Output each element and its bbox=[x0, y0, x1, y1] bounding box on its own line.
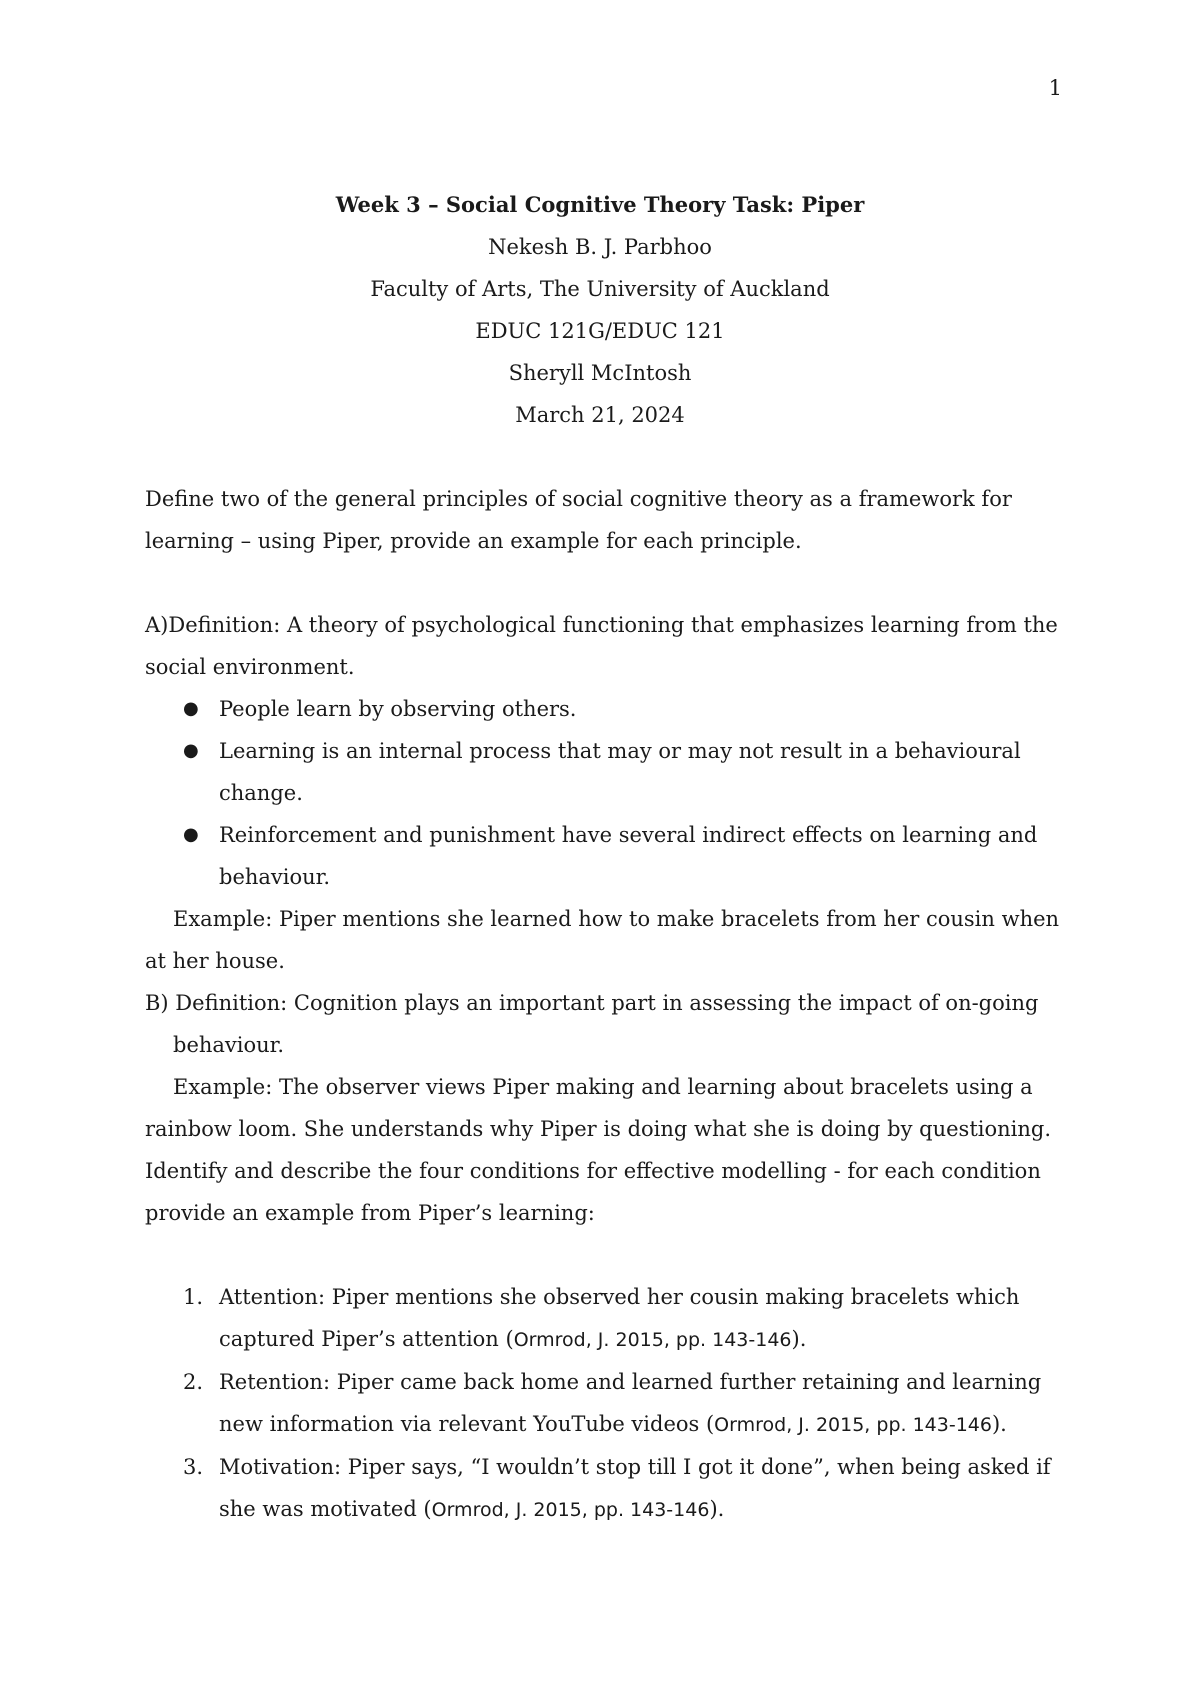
bullet-text: People learn by observing others. bbox=[219, 697, 577, 721]
affiliation: Faculty of Arts, The University of Auckland bbox=[370, 277, 830, 301]
list-item bbox=[145, 688, 1065, 730]
citation: Ormrod, J. 2015, pp. 143-146 bbox=[714, 1414, 992, 1436]
conditions-list bbox=[145, 1276, 1065, 1531]
condition-text: Attention: Piper mentions she observed her cousin making bracelets which captured Piper’s attention ( bbox=[219, 1285, 1020, 1351]
list-item bbox=[145, 1276, 1065, 1361]
list-item bbox=[145, 730, 1065, 814]
bullet-icon: ● bbox=[183, 824, 199, 845]
principle-bullet-list bbox=[145, 688, 1065, 898]
instructor-name: Sheryll McIntosh bbox=[508, 361, 692, 385]
list-number: 2. bbox=[183, 1370, 204, 1394]
principle-a-section bbox=[145, 604, 1065, 1150]
list-item bbox=[145, 1361, 1065, 1446]
bullet-text: Reinforcement and punishment have several indirect effects on learning and behaviour. bbox=[219, 823, 1038, 889]
author-name: Nekesh B. J. Parbhoo bbox=[488, 235, 712, 259]
question-2-prompt: Identify and describe the four conditions for effective modelling - for each condition provide an example from Piper’s learning: bbox=[145, 1159, 1041, 1225]
bullet-text: Learning is an internal process that may or may not result in a behavioural change. bbox=[219, 739, 1021, 805]
principle-b-example: Example: The observer views Piper making and learning about bracelets using a rainbow loom. She understands why Piper is doing what she is doing by questioning. bbox=[145, 1075, 1052, 1141]
question-1-section bbox=[145, 478, 1065, 562]
principle-b-definition: B) Definition: Cognition plays an important part in assessing the impact of on-going behaviour. bbox=[145, 991, 1039, 1057]
condition-end: ). bbox=[709, 1497, 725, 1521]
condition-text: Motivation: Piper says, “I wouldn’t stop till I got it done”, when being asked if she was motivated ( bbox=[219, 1455, 1051, 1521]
question-2-section bbox=[145, 1150, 1065, 1234]
condition-text: Retention: Piper came back home and learned further retaining and learning new information via relevant YouTube videos ( bbox=[219, 1370, 1042, 1436]
principle-a-definition: A)Definition: A theory of psychological functioning that emphasizes learning from the social environment. bbox=[145, 613, 1058, 679]
bullet-icon: ● bbox=[183, 740, 199, 761]
citation: Ormrod, J. 2015, pp. 143-146 bbox=[513, 1329, 792, 1351]
paper-title: Week 3 – Social Cognitive Theory Task: Piper bbox=[335, 192, 865, 217]
list-number: 3. bbox=[183, 1455, 204, 1479]
condition-end: ). bbox=[991, 1412, 1007, 1436]
condition-end: ). bbox=[791, 1327, 807, 1351]
page-number: 1 bbox=[1048, 76, 1062, 100]
submission-date: March 21, 2024 bbox=[515, 403, 685, 427]
principle-a-example: Example: Piper mentions she learned how to make bracelets from her cousin when at her house. bbox=[145, 907, 1060, 973]
title-page-block bbox=[0, 184, 1200, 436]
course-code: EDUC 121G/EDUC 121 bbox=[475, 319, 725, 343]
list-number: 1. bbox=[183, 1285, 204, 1309]
question-1-prompt: Define two of the general principles of social cognitive theory as a framework for learning – using Piper, provide an example for each principle. bbox=[145, 487, 1012, 553]
citation: Ormrod, J. 2015, pp. 143-146 bbox=[431, 1499, 710, 1521]
list-item bbox=[145, 1446, 1065, 1531]
list-item bbox=[145, 814, 1065, 898]
conditions-section bbox=[145, 1276, 1065, 1531]
bullet-icon: ● bbox=[183, 698, 199, 719]
